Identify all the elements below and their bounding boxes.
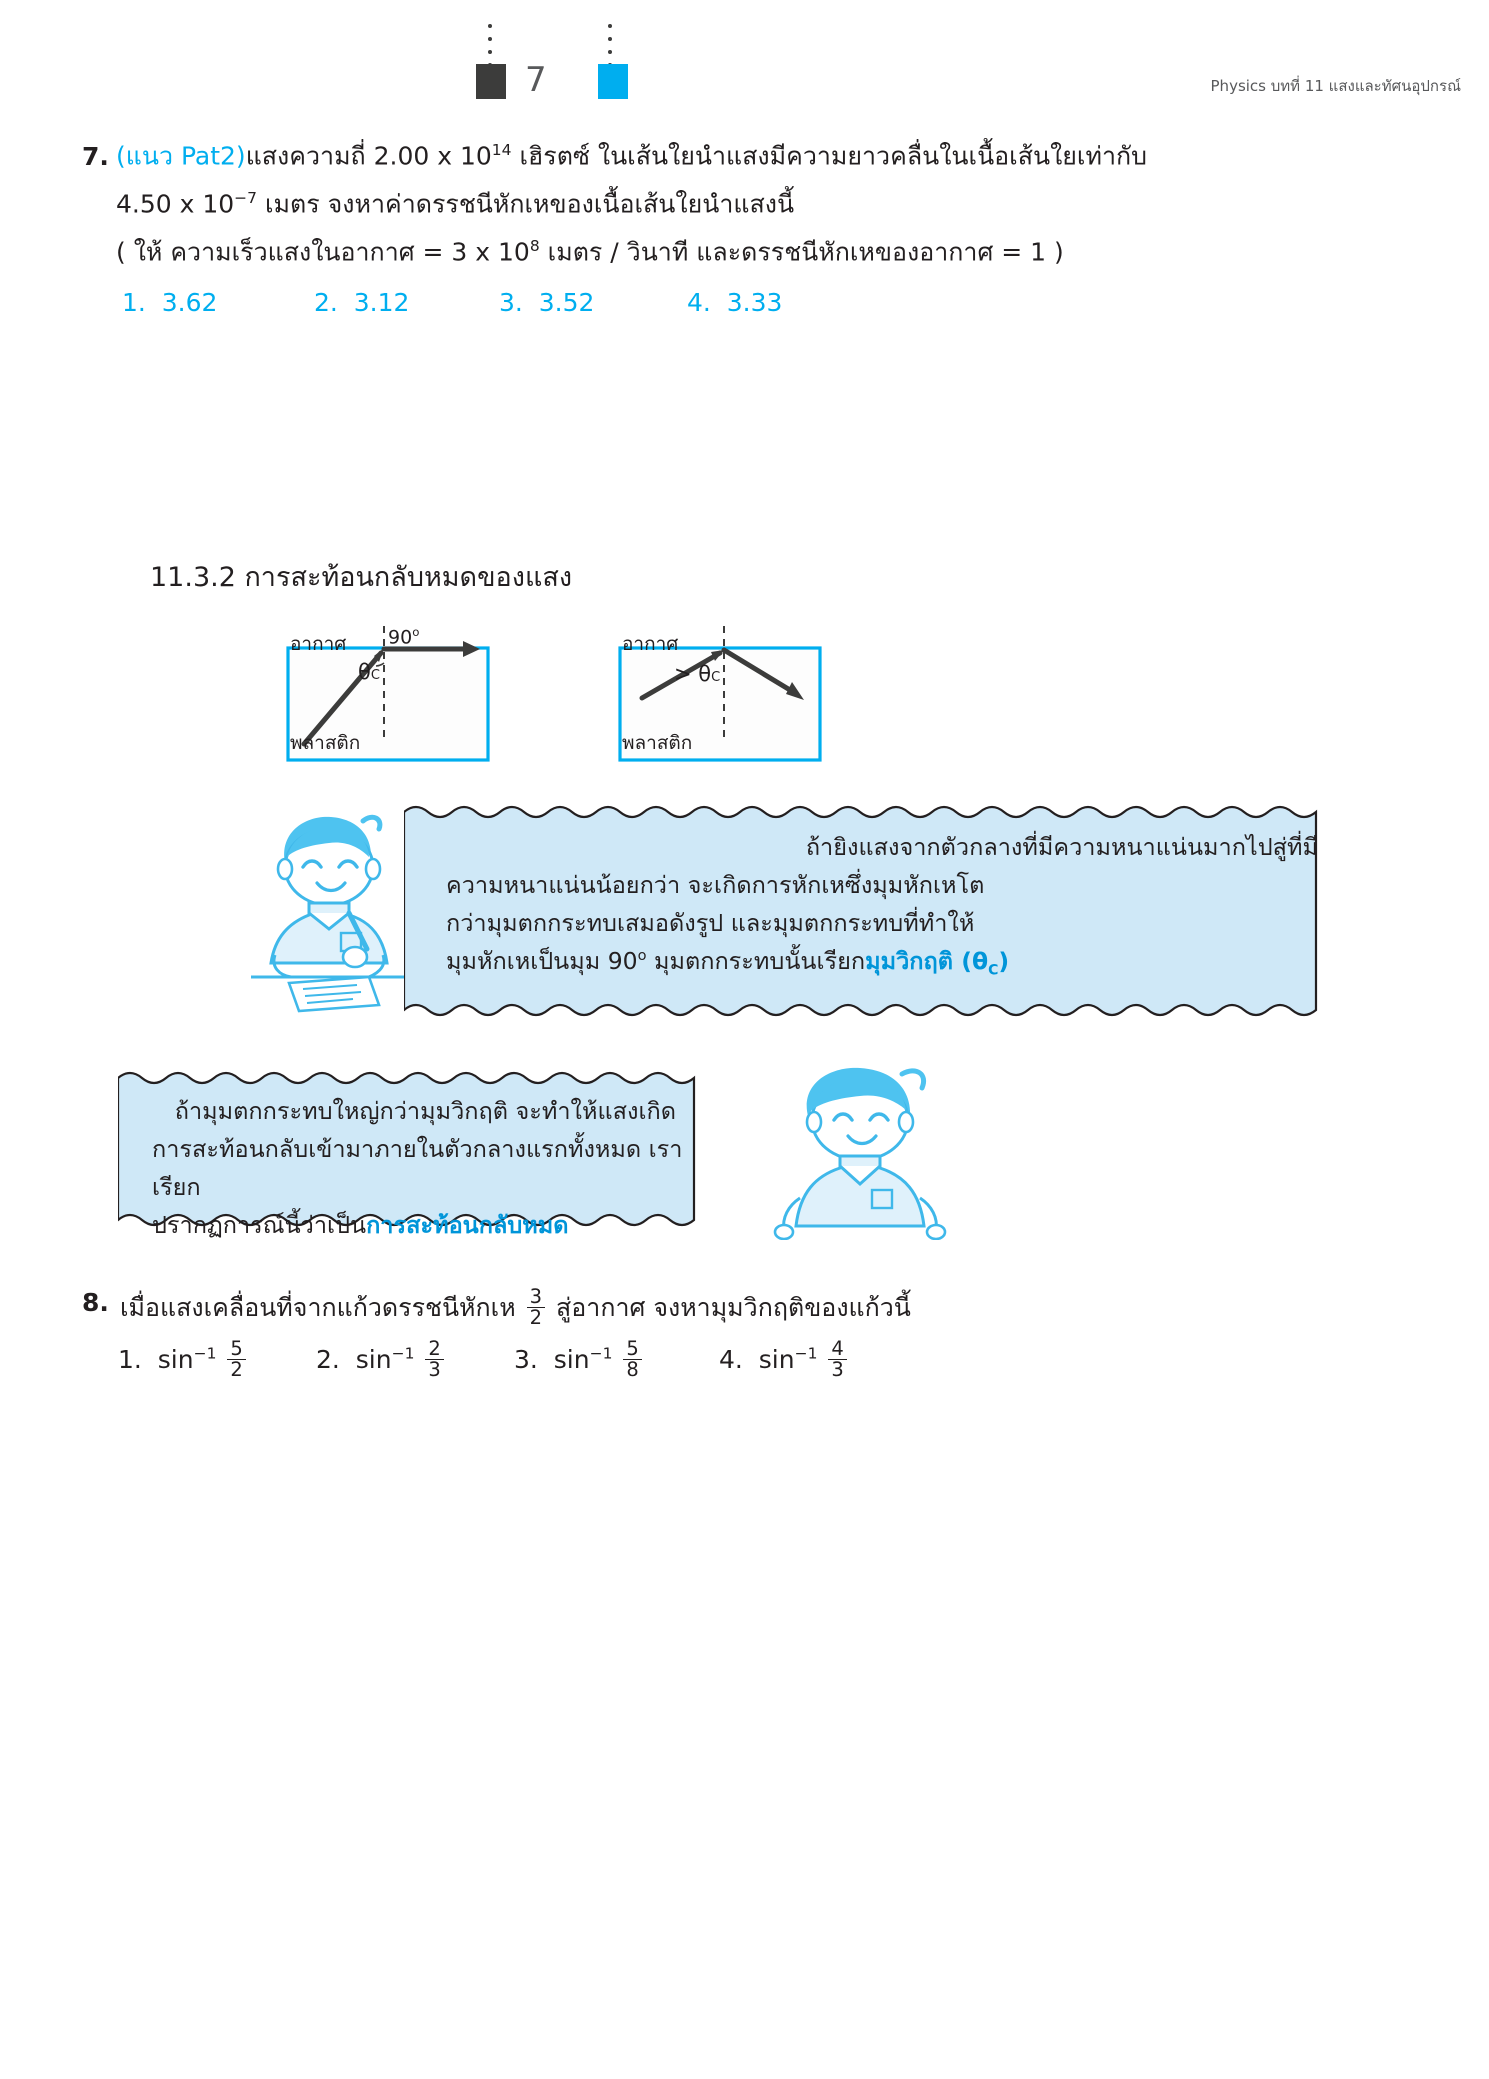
question-8-choice-3-fn: sin [553,1344,590,1374]
question-8-choice-2-den: 3 [425,1359,443,1380]
question-7-line3-exponent: 8 [529,237,540,255]
question-7-line2-exponent: −7 [234,189,258,207]
callout-1-highlight-subscript: C [988,962,999,979]
boy-waving-illustration [760,1060,960,1240]
question-8-choice-4-fraction [828,1339,846,1381]
question-7-tag: (แนว Pat2) [116,141,246,171]
callout-2-highlight: การสะท้อนกลับหมด [366,1211,569,1240]
diagram-left-degree-symbol: o [412,625,420,639]
callout-2-line3-a: ปรากฏการณ์นี้ว่าเป็น [152,1211,367,1240]
question-8-fraction-numerator: 3 [529,1285,543,1308]
callout-1-highlight [865,947,1010,979]
question-8-choice-4-den: 3 [828,1359,846,1380]
callout-1-text [446,828,1326,983]
diagram-right-air-label: อากาศ [622,633,679,655]
callout-2-text [152,1092,692,1244]
question-7-choice-4-label: 4. [687,288,711,317]
diagram-right-angle-subscript: C [711,670,721,685]
question-8-choice-1-den: 2 [227,1359,245,1380]
question-8-choice-1-fn: sin [157,1344,194,1374]
question-8-choice-2-label: 2. [316,1344,340,1374]
callout-2-line-1: ถ้ามุมตกกระทบใหญ่กว่ามุมวิกฤติ จะทำให้แสงเกิด [174,1097,676,1125]
question-8-text [120,1285,911,1330]
header-marker-dark-square [476,64,506,99]
question-7-line-1 [116,142,1147,170]
question-7-line2-a: 4.50 x 10 [116,189,235,219]
question-7-line1-exponent: 14 [491,141,512,159]
question-7-choice-3[interactable] [499,288,687,317]
question-7-choices [122,288,782,317]
question-8-fraction-denominator: 2 [527,1307,545,1328]
question-8-choice-1[interactable] [118,1337,316,1382]
question-8-choice-4[interactable] [719,1337,850,1382]
question-7-line1-a: แสงความถี่ 2.00 x 10 [245,141,492,171]
callout-1-highlight-text: มุมวิกฤติ (θ [865,947,989,976]
question-8-choice-1-num: 5 [230,1337,243,1360]
question-8-line-a: เมื่อแสงเคลื่อนที่จากแก้วดรรชนีหักเห [120,1292,516,1322]
question-7-choice-2-label: 2. [314,288,338,317]
ray-diagram-left [280,620,495,780]
ray-diagram-right [612,620,827,780]
callout-1-line-4 [446,942,1326,982]
boy-waving-svg [760,1060,960,1240]
diagram-left-theta: θ [358,660,371,684]
question-8-choice-1-label: 1. [118,1344,142,1374]
question-7-line3-b: เมตร / วินาที และดรรชนีหักเหของอากาศ = 1 ) [539,237,1064,267]
diagram-left-angle-label [388,625,419,648]
boy-writing-illustration [245,805,420,1015]
question-7-line1-b: เฮิรตซ์ ในเส้นใยนำแสงมีความยาวคลื่นในเนื้อเส้นใยเท่ากับ [511,141,1147,171]
question-7-line-2 [116,190,794,218]
question-8-choice-2[interactable] [316,1337,514,1382]
callout-2-line-2: การสะท้อนกลับเข้ามาภายในตัวกลางแรกทั้งหมด เราเรียก [152,1135,683,1202]
callout-1-highlight-end: ) [998,947,1010,976]
diagram-left-plastic-label: พลาสติก [290,732,361,754]
question-8-choice-3-num: 5 [626,1337,639,1360]
question-8-choice-2-exp: −1 [391,1344,415,1363]
question-7-choice-3-value: 3.52 [538,288,595,317]
header-title: Physics บทที่ 11 แสงและทัศนอุปกรณ์ [1210,77,1461,95]
diagram-left-angle-value: 90 [388,626,413,649]
page-number: 7 [525,60,547,100]
question-8-choice-2-fraction [425,1339,443,1381]
question-8-choice-2-fn: sin [355,1344,392,1374]
callout-1-line4-b: มุมตกกระทบนั้นเรียก [646,947,866,976]
callout-2-line-3 [152,1206,692,1244]
section-heading: 11.3.2 การสะท้อนกลับหมดของแสง [150,562,573,593]
question-7-choice-1-value: 3.62 [161,288,218,317]
question-7-choice-1[interactable] [122,288,314,317]
question-7-number: 7. [82,142,109,171]
question-8-choice-4-exp: −1 [794,1344,818,1363]
callout-critical-angle [404,800,1364,1022]
diagram-left-air-label: อากาศ [290,633,347,655]
callout-1-line4-a: มุมหักเหเป็นมุม 90 [446,947,638,976]
header-marker-cyan-square [598,64,628,99]
callout-1-degree-symbol: o [637,947,647,965]
question-8-choice-4-label: 4. [719,1344,743,1374]
question-8-choices [118,1337,850,1382]
question-7-line2-b: เมตร จงหาค่าดรรชนีหักเหของเนื้อเส้นใยนำแสงนี้ [257,189,795,219]
question-7-choice-2[interactable] [314,288,499,317]
question-8-choice-3-fraction [623,1339,641,1381]
question-8-choice-4-fn: sin [758,1344,795,1374]
callout-1-line-2: ความหนาแน่นน้อยกว่า จะเกิดการหักเหซึ่งมุมหักเหโต [446,871,985,900]
question-8-choice-3-exp: −1 [589,1344,613,1363]
question-7-choice-4-value: 3.33 [726,288,783,317]
diagram-left-critical-angle-label [358,660,380,684]
question-8-choice-3[interactable] [514,1337,719,1382]
callout-total-internal-reflection [118,1066,718,1240]
question-8-line-b: สู่อากาศ จงหามุมวิกฤติของแก้วนี้ [556,1292,911,1322]
page-header [0,0,1489,120]
callout-1-line-3: กว่ามุมตกกระทบเสมอดังรูป และมุมตกกระทบที่ทำให้ [446,909,975,938]
question-7-line3-a: ( ให้ ความเร็วแสงในอากาศ = 3 x 10 [116,237,530,267]
question-7-choice-2-value: 3.12 [353,288,410,317]
diagram-left-theta-subscript: C [370,668,380,683]
question-8-fraction [527,1287,545,1329]
callout-1-line-1: ถ้ายิงแสงจากตัวกลางที่มีความหนาแน่นมากไปสู่ที่มี [805,833,1318,861]
diagram-right-angle-label [674,662,720,686]
boy-writing-svg [245,805,420,1015]
diagram-right-angle-value: > θ [674,662,712,686]
question-8-choice-4-num: 4 [831,1337,844,1360]
question-8-choice-2-num: 2 [428,1337,441,1360]
question-8-choice-3-label: 3. [514,1344,538,1374]
question-7-choice-1-label: 1. [122,288,146,317]
diagram-right-plastic-label: พลาสติก [622,732,693,754]
question-7-choice-4[interactable] [687,288,782,317]
question-7-line-3 [116,238,1064,266]
question-8-choice-3-den: 8 [623,1359,641,1380]
question-7-choice-3-label: 3. [499,288,523,317]
question-8-choice-1-exp: −1 [193,1344,217,1363]
question-8-number: 8. [82,1288,109,1317]
question-8-choice-1-fraction [227,1339,245,1381]
